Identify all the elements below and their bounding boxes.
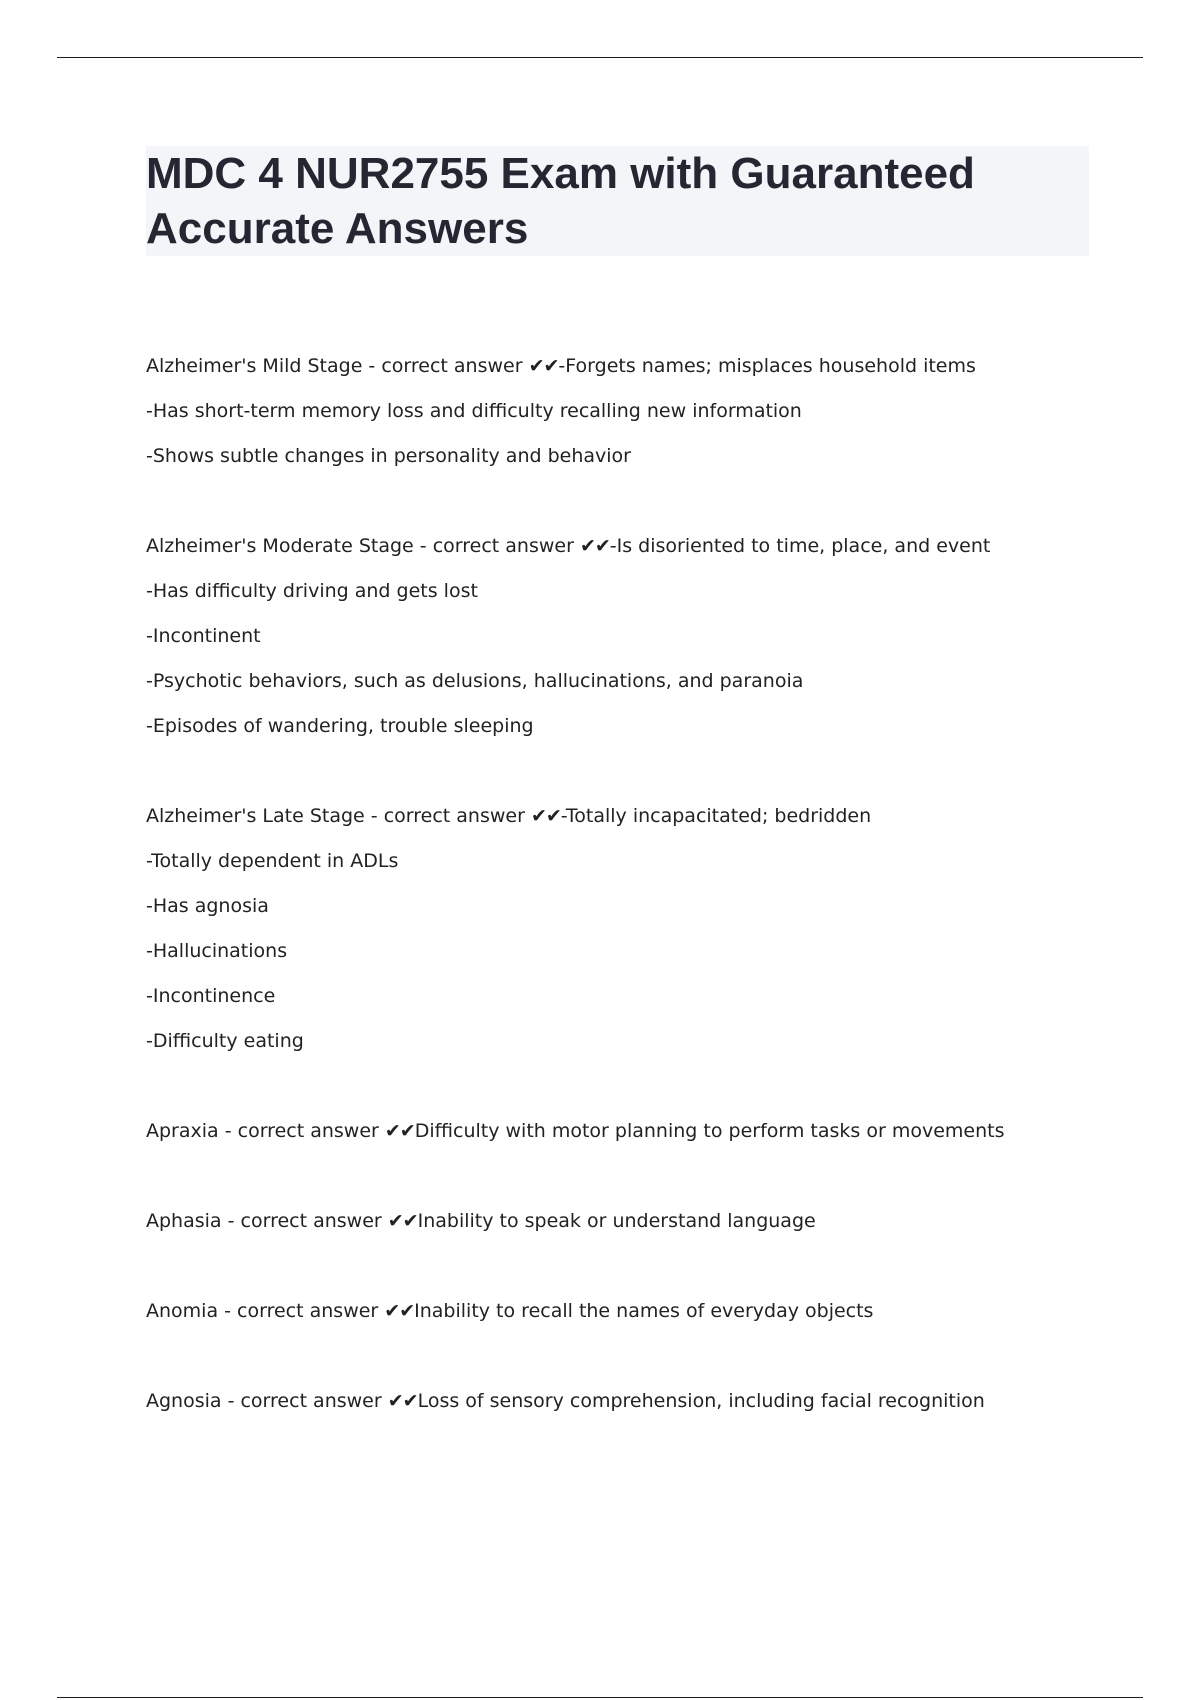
qa-answer-first: Loss of sensory comprehension, including facial recognition bbox=[417, 1390, 985, 1412]
qa-term: Alzheimer's Late Stage bbox=[146, 805, 365, 827]
qa-entry bbox=[146, 1379, 1106, 1424]
qa-entry bbox=[146, 1199, 1106, 1244]
qa-answer-line: -Has short-term memory loss and difficulty recalling new information bbox=[146, 400, 802, 422]
qa-answer-line: -Episodes of wandering, trouble sleeping bbox=[146, 715, 534, 737]
title-block bbox=[146, 146, 1089, 256]
qa-entry bbox=[146, 524, 1106, 749]
qa-entry bbox=[146, 344, 1106, 479]
qa-answer-first: -Is disoriented to time, place, and event bbox=[609, 535, 991, 557]
correct-answer-label: correct answer bbox=[240, 1210, 382, 1232]
qa-answer-first: Inability to speak or understand language bbox=[417, 1210, 816, 1232]
qa-entry bbox=[146, 794, 1106, 1064]
qa-answer-line: -Has difficulty driving and gets lost bbox=[146, 580, 478, 602]
qa-answer-line: -Incontinence bbox=[146, 985, 276, 1007]
qa-question-line: Agnosia - correct answer ✔✔Loss of sensory comprehension, including facial recognition bbox=[146, 1390, 985, 1412]
qa-answer-line: -Hallucinations bbox=[146, 940, 288, 962]
correct-answer-label: correct answer bbox=[383, 805, 525, 827]
qa-question-line: Alzheimer's Moderate Stage - correct answer ✔✔-Is disoriented to time, place, and event bbox=[146, 535, 991, 557]
correct-answer-label: correct answer bbox=[432, 535, 574, 557]
qa-list bbox=[146, 344, 1106, 1469]
checkmark-icon: ✔✔ bbox=[387, 1390, 418, 1412]
qa-answer-line: -Psychotic behaviors, such as delusions, hallucinations, and paranoia bbox=[146, 670, 804, 692]
qa-term: Alzheimer's Mild Stage bbox=[146, 355, 363, 377]
qa-answer-line: -Shows subtle changes in personality and behavior bbox=[146, 445, 631, 467]
qa-question-line: Apraxia - correct answer ✔✔Difficulty with motor planning to perform tasks or movements bbox=[146, 1120, 1005, 1142]
qa-answer-line: -Totally dependent in ADLs bbox=[146, 850, 399, 872]
checkmark-icon: ✔✔ bbox=[384, 1300, 415, 1322]
qa-answer-first: -Totally incapacitated; bedridden bbox=[560, 805, 872, 827]
header-rule bbox=[57, 57, 1143, 58]
checkmark-icon: ✔✔ bbox=[384, 1120, 415, 1142]
correct-answer-label: correct answer bbox=[240, 1390, 382, 1412]
qa-question-line: Aphasia - correct answer ✔✔Inability to speak or understand language bbox=[146, 1210, 816, 1232]
qa-answer-first: Inability to recall the names of everyday objects bbox=[414, 1300, 874, 1322]
qa-entry bbox=[146, 1289, 1106, 1334]
checkmark-icon: ✔✔ bbox=[579, 535, 610, 557]
qa-question-line: Alzheimer's Mild Stage - correct answer ✔✔-Forgets names; misplaces household items bbox=[146, 355, 976, 377]
qa-term: Agnosia bbox=[146, 1390, 222, 1412]
qa-term: Alzheimer's Moderate Stage bbox=[146, 535, 414, 557]
correct-answer-label: correct answer bbox=[237, 1120, 379, 1142]
checkmark-icon: ✔✔ bbox=[530, 805, 561, 827]
qa-term: Anomia bbox=[146, 1300, 219, 1322]
correct-answer-label: correct answer bbox=[381, 355, 523, 377]
qa-entry bbox=[146, 1109, 1106, 1154]
qa-answer-first: -Forgets names; misplaces household items bbox=[558, 355, 976, 377]
qa-answer-line: -Difficulty eating bbox=[146, 1030, 304, 1052]
qa-answer-line: -Incontinent bbox=[146, 625, 261, 647]
qa-question-line: Anomia - correct answer ✔✔Inability to recall the names of everyday objects bbox=[146, 1300, 874, 1322]
correct-answer-label: correct answer bbox=[237, 1300, 379, 1322]
checkmark-icon: ✔✔ bbox=[528, 355, 559, 377]
qa-answer-line: -Has agnosia bbox=[146, 895, 269, 917]
document-title: MDC 4 NUR2755 Exam with Guaranteed Accurate Answers bbox=[146, 149, 975, 253]
qa-question-line: Alzheimer's Late Stage - correct answer ✔✔-Totally incapacitated; bedridden bbox=[146, 805, 872, 827]
qa-term: Apraxia bbox=[146, 1120, 219, 1142]
checkmark-icon: ✔✔ bbox=[387, 1210, 418, 1232]
footer-rule bbox=[57, 1697, 1143, 1698]
qa-answer-first: Difficulty with motor planning to perform tasks or movements bbox=[414, 1120, 1005, 1142]
qa-term: Aphasia bbox=[146, 1210, 222, 1232]
